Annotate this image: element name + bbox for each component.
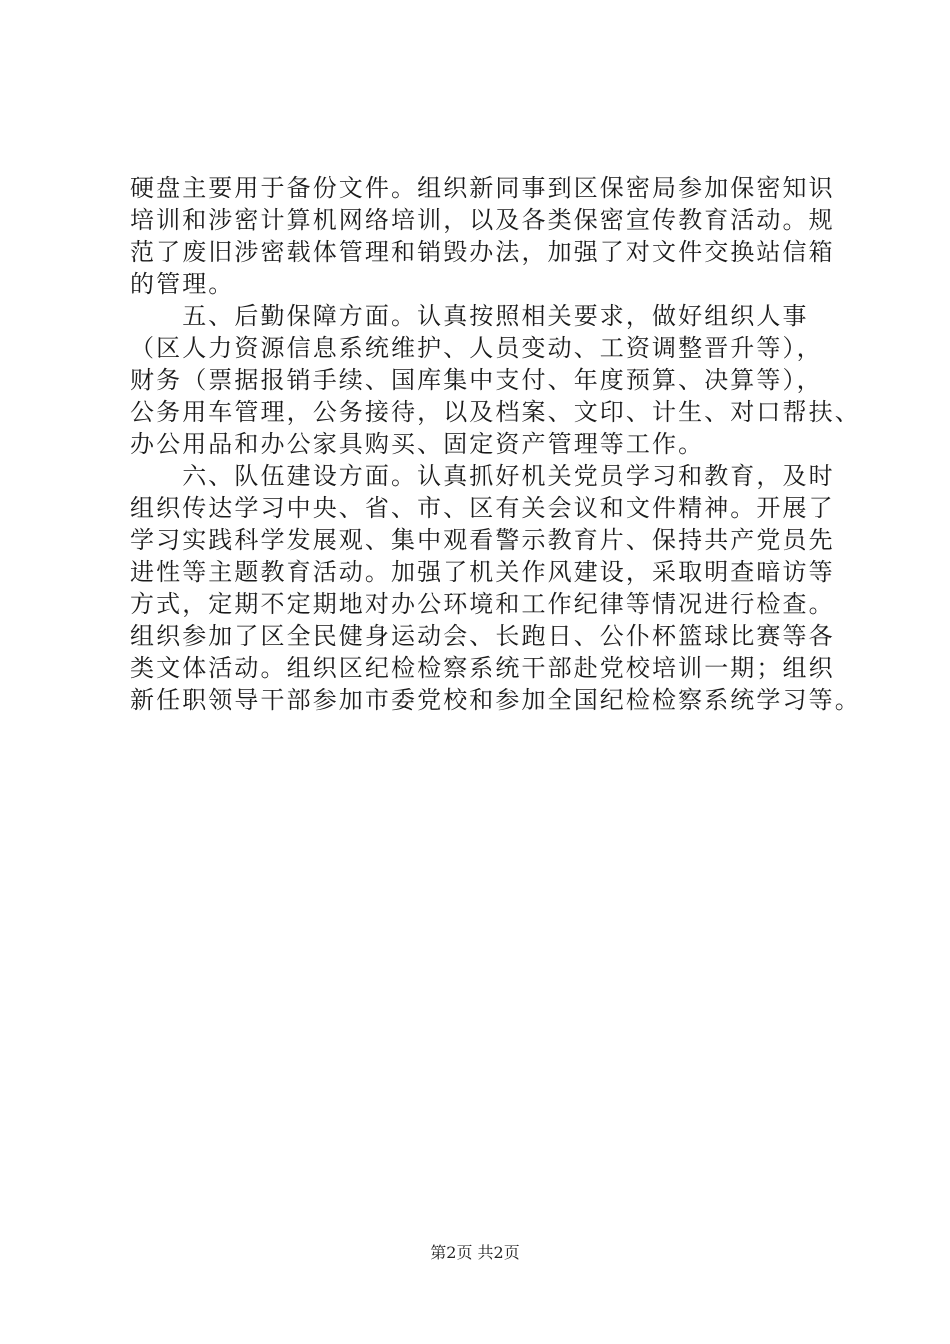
- text-line: 六、队伍建设方面。认真抓好机关党员学习和教育，及时: [130, 462, 835, 490]
- text-line: 财务（票据报销手续、国库集中支付、年度预算、决算等），: [130, 366, 823, 394]
- text-line: 进性等主题教育活动。加强了机关作风建设，采取明查暗访等: [130, 558, 835, 586]
- text-line: 范了废旧涉密载体管理和销毁办法，加强了对文件交换站信箱: [130, 238, 835, 266]
- text-line: 硬盘主要用于备份文件。组织新同事到区保密局参加保密知识: [130, 174, 835, 202]
- page-number: 第2页 共2页: [430, 1243, 520, 1262]
- text-line: 类文体活动。组织区纪检检察系统干部赴党校培训一期；组织: [130, 654, 835, 682]
- text-line: 五、后勤保障方面。认真按照相关要求，做好组织人事: [130, 302, 809, 330]
- text-line: 组织参加了区全民健身运动会、长跑日、公仆杯篮球比赛等各: [130, 622, 835, 650]
- text-line: 公务用车管理，公务接待，以及档案、文印、计生、对口帮扶、: [130, 398, 861, 426]
- text-line: 新任职领导干部参加市委党校和参加全国纪检检察系统学习等。: [130, 686, 861, 714]
- text-line: 的管理。: [130, 270, 235, 298]
- page-footer: [0, 1242, 950, 1264]
- text-line: 学习实践科学发展观、集中观看警示教育片、保持共产党员先: [130, 526, 835, 554]
- text-line: 方式，定期不定期地对办公环境和工作纪律等情况进行检查。: [130, 590, 835, 618]
- text-line: 组织传达学习中央、省、市、区有关会议和文件精神。开展了: [130, 494, 835, 522]
- text-line: （区人力资源信息系统维护、人员变动、工资调整晋升等），: [130, 334, 823, 362]
- text-line: 培训和涉密计算机网络培训，以及各类保密宣传教育活动。规: [130, 206, 835, 234]
- document-body: [130, 172, 861, 716]
- text-line: 办公用品和办公家具购买、固定资产管理等工作。: [130, 430, 705, 458]
